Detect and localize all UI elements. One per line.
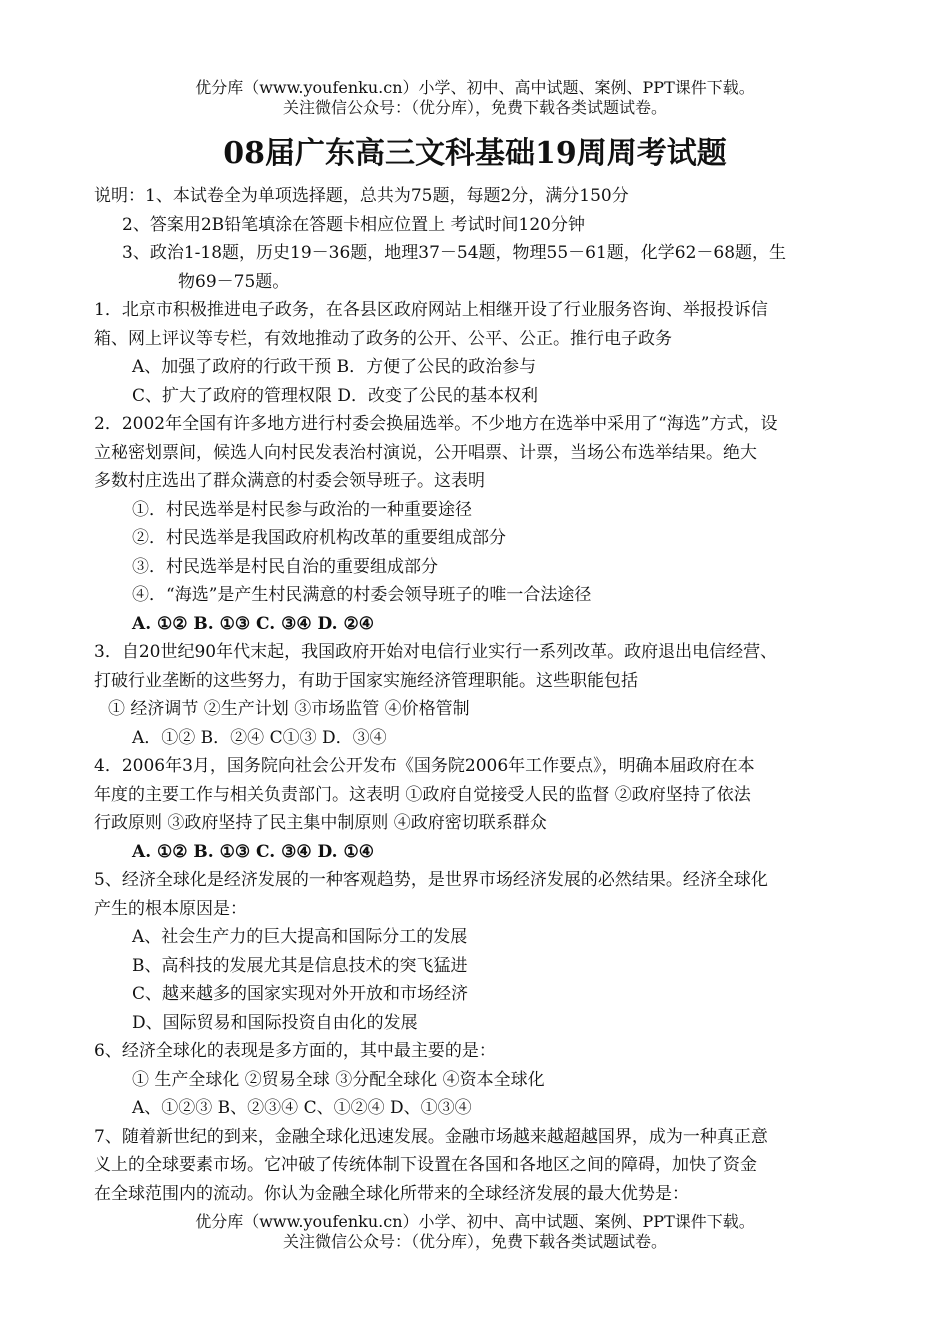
question-1-options-2: C、扩大了政府的管理权限 D．改变了公民的基本权利 bbox=[132, 385, 539, 406]
question-3-line-1: 3．自20世纪90年代末起，我国政府开始对电信行业实行一系列改革。政府退出电信经营、 bbox=[94, 642, 778, 662]
exam-content bbox=[94, 182, 860, 1208]
question-2-statement-2: ②．村民选举是我国政府机构改革的重要组成部分 bbox=[132, 528, 506, 548]
question-1-line-2: 箱、网上评议等专栏，有效地推动了政务的公开、公平、公正。推行电子政务 bbox=[94, 328, 672, 349]
question-2-statement-4: ④．“海选”是产生村民满意的村委会领导班子的唯一合法途径 bbox=[132, 585, 592, 605]
note-3: 3、政治1-18题，历史19－36题，地理37－54题，物理55－61题，化学62－68题，生 bbox=[122, 243, 787, 263]
question-1-line-1: 1．北京市积极推进电子政务，在各县区政府网站上相继开设了行业服务咨询、举报投诉信 bbox=[94, 300, 768, 320]
page-header bbox=[0, 78, 950, 118]
question-6-statements: ① 生产全球化 ②贸易全球 ③分配全球化 ④资本全球化 bbox=[132, 1069, 545, 1090]
question-5-option-c: C、越来越多的国家实现对外开放和市场经济 bbox=[132, 984, 469, 1004]
question-2-line-2: 立秘密划票间，候选人向村民发表治村演说，公开唱票、计票，当场公布选举结果。绝大 bbox=[94, 442, 757, 463]
question-5-line-1: 5、经济全球化是经济发展的一种客观趋势，是世界市场经济发展的必然结果。经济全球化 bbox=[94, 870, 768, 890]
footer-line-2: 关注微信公众号：（优分库），免费下载各类试题试卷。 bbox=[282, 1232, 667, 1251]
footer-line-1: 优分库（www.youfenku.cn）小学、初中、高中试题、案例、PPT课件下载。 bbox=[195, 1212, 755, 1231]
question-3-choices: A．①② B．②④ C①③ D．③④ bbox=[132, 727, 387, 748]
question-7-line-1: 7、随着新世纪的到来，金融全球化迅速发展。金融市场越来越超越国界，成为一种真正意 bbox=[94, 1126, 768, 1147]
question-4-line-1: 4．2006年3月，国务院向社会公开发布《国务院2006年工作要点》，明确本届政府在本 bbox=[94, 756, 755, 776]
question-3-line-2: 打破行业垄断的这些努力，有助于国家实施经济管理职能。这些职能包括 bbox=[94, 670, 638, 691]
header-line-2: 关注微信公众号：（优分库），免费下载各类试题试卷。 bbox=[282, 98, 667, 117]
question-2-line-3: 多数村庄选出了群众满意的村委会领导班子。这表明 bbox=[94, 471, 485, 491]
question-4-line-3: 行政原则 ③政府坚持了民主集中制原则 ④政府密切联系群众 bbox=[94, 813, 547, 833]
exam-title: 08届广东高三文科基础19周周考试题 bbox=[223, 136, 727, 171]
question-2-choices: A. ①② B. ①③ C. ③④ D. ②④ bbox=[132, 613, 374, 634]
question-6-choices: A、①②③ B、②③④ C、①②④ D、①③④ bbox=[132, 1098, 472, 1118]
header-line-1: 优分库（www.youfenku.cn）小学、初中、高中试题、案例、PPT课件下载。 bbox=[195, 78, 755, 97]
question-5-option-a: A、社会生产力的巨大提高和国际分工的发展 bbox=[132, 927, 468, 947]
question-5-option-b: B、高科技的发展尤其是信息技术的突飞猛进 bbox=[132, 955, 468, 976]
question-4-line-2: 年度的主要工作与相关负责部门。这表明 ①政府自觉接受人民的监督 ②政府坚持了依法 bbox=[94, 784, 751, 805]
note-1: 说明：1、本试卷全为单项选择题，总共为75题，每题2分，满分150分 bbox=[94, 186, 629, 206]
question-5-option-d: D、国际贸易和国际投资自由化的发展 bbox=[132, 1012, 418, 1033]
question-3-statements: ① 经济调节 ②生产计划 ③市场监管 ④价格管制 bbox=[108, 699, 470, 719]
note-3-continued: 物69－75题。 bbox=[178, 271, 290, 292]
question-4-choices: A. ①② B. ①③ C. ③④ D. ①④ bbox=[132, 841, 374, 862]
page-footer bbox=[0, 1212, 950, 1252]
question-6-line-1: 6、经济全球化的表现是多方面的，其中最主要的是： bbox=[94, 1041, 496, 1061]
question-2-statement-3: ③．村民选举是村民自治的重要组成部分 bbox=[132, 556, 438, 577]
question-7-line-3: 在全球范围内的流动。你认为金融全球化所带来的全球经济发展的最大优势是： bbox=[94, 1183, 689, 1204]
question-5-line-2: 产生的根本原因是： bbox=[94, 898, 247, 919]
note-2: 2、答案用2B铅笔填涂在答题卡相应位置上 考试时间120分钟 bbox=[122, 214, 585, 235]
question-1-options-1: A、加强了政府的行政干预 B．方便了公民的政治参与 bbox=[132, 357, 537, 377]
question-2-line-1: 2．2002年全国有许多地方进行村委会换届选举。不少地方在选举中采用了“海选”方式，设 bbox=[94, 414, 778, 434]
question-7-line-2: 义上的全球要素市场。它冲破了传统体制下设置在各国和各地区之间的障碍，加快了资金 bbox=[94, 1155, 757, 1175]
question-2-statement-1: ①．村民选举是村民参与政治的一种重要途径 bbox=[132, 499, 472, 520]
